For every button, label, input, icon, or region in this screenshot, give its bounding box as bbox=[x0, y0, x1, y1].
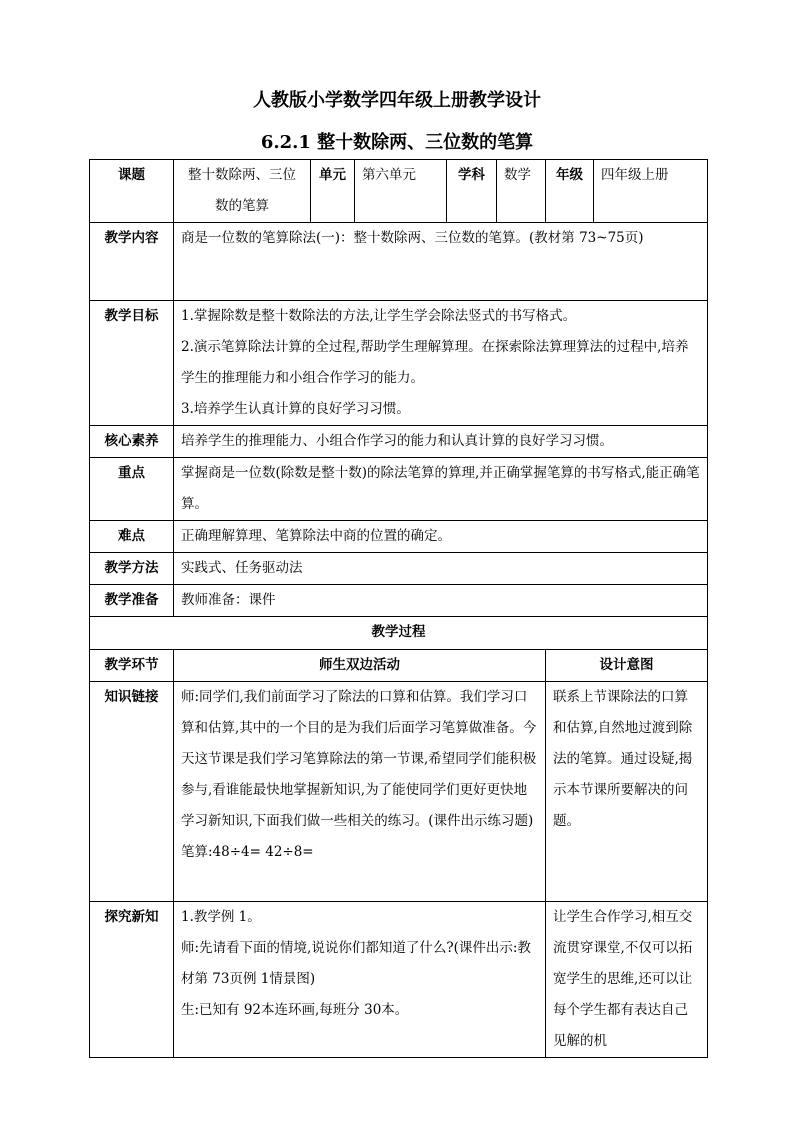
unit-label: 单元 bbox=[311, 160, 355, 223]
prep-text: 教师准备：课件 bbox=[174, 585, 708, 617]
grade-label: 年级 bbox=[546, 160, 594, 223]
goals-text bbox=[174, 301, 708, 426]
activity-column-header: 师生双边活动 bbox=[174, 650, 546, 682]
intent-column-header: 设计意图 bbox=[546, 650, 708, 682]
method-text: 实践式、任务驱动法 bbox=[174, 553, 708, 585]
content-label: 教学内容 bbox=[90, 223, 174, 301]
topic-label: 课题 bbox=[90, 160, 174, 223]
goals-label: 教学目标 bbox=[90, 301, 174, 426]
key-row bbox=[90, 458, 708, 521]
activity-text bbox=[174, 902, 546, 1058]
key-label: 重点 bbox=[90, 458, 174, 521]
activity-paragraph: 生:已知有 92本连环画,每班分 30本。 bbox=[181, 1002, 409, 1018]
difficulty-row bbox=[90, 521, 708, 553]
lesson-title: 6.2.1 整十数除两、三位数的笔算 bbox=[260, 132, 534, 153]
activity-paragraph: 1.教学例 1。 bbox=[181, 909, 261, 925]
method-label: 教学方法 bbox=[90, 553, 174, 585]
subject-value: 数学 bbox=[497, 160, 546, 223]
process-heading-row bbox=[90, 617, 708, 650]
activity-paragraph: 笔算:48÷4= 42÷8= bbox=[181, 844, 314, 860]
literacy-text: 培养学生的推理能力、小组合作学习的能力和认真计算的良好学习习惯。 bbox=[174, 426, 708, 458]
prep-label: 教学准备 bbox=[90, 585, 174, 617]
intent-text: 联系上节课除法的口算和估算,自然地过渡到除法的笔算。通过设疑,揭示本节课所要解决的问题。 bbox=[546, 682, 708, 902]
literacy-row bbox=[90, 426, 708, 458]
grade-value: 四年级上册 bbox=[594, 160, 708, 223]
process-heading: 教学过程 bbox=[90, 617, 708, 650]
topic-line-1: 整十数除两、三位 bbox=[188, 167, 296, 183]
intent-text: 让学生合作学习,相互交流贯穿课堂,不仅可以拓宽学生的思维,还可以让每个学生都有表达自己见解的机 bbox=[546, 902, 708, 1058]
goal-item: 2.演示笔算除法计算的全过程,帮助学生理解算理。在探索除法算理算法的过程中,培养学生的推理能力和小组合作学习的能力。 bbox=[181, 339, 689, 386]
process-section-row bbox=[90, 682, 708, 902]
goals-row bbox=[90, 301, 708, 426]
topic-value bbox=[174, 160, 311, 223]
goal-item: 3.培养学生认真计算的良好学习习惯。 bbox=[181, 401, 410, 417]
document-title: 人教版小学数学四年级上册教学设计 bbox=[253, 90, 541, 111]
process-columns-row bbox=[90, 650, 708, 682]
topic-line-2: 数的笔算 bbox=[215, 198, 269, 214]
activity-text bbox=[174, 682, 546, 902]
literacy-label: 核心素养 bbox=[90, 426, 174, 458]
stage-label: 探究新知 bbox=[90, 902, 174, 1058]
activity-paragraph: 师:同学们,我们前面学习了除法的口算和估算。我们学习口算和估算,其中的一个目的是为我们后面学习笔算做准备。今天这节课是我们学习笔算除法的第一节课,希望同学们能积极参与,看谁能最快地掌握新知识,为了能使同学们更好更快地学习新知识,下面我们做一些相关的练习。(课件出示练习题) bbox=[181, 689, 537, 829]
activity-paragraph: 师:先请看下面的情境,说说你们都知道了什么?(课件出示:教材第 73页例 1情景图) bbox=[181, 940, 531, 987]
stage-column-header: 教学环节 bbox=[90, 650, 174, 682]
unit-value: 第六单元 bbox=[355, 160, 447, 223]
subject-label: 学科 bbox=[447, 160, 497, 223]
content-text: 商是一位数的笔算除法(一)：整十数除两、三位数的笔算。(教材第 73~75页) bbox=[174, 223, 708, 301]
stage-label: 知识链接 bbox=[90, 682, 174, 902]
difficulty-text: 正确理解算理、笔算除法中商的位置的确定。 bbox=[174, 521, 708, 553]
key-text: 掌握商是一位数(除数是整十数)的除法笔算的算理,并正确掌握笔算的书写格式,能正确笔算。 bbox=[174, 458, 708, 521]
lesson-plan-table bbox=[89, 159, 708, 1058]
content-row bbox=[90, 223, 708, 301]
difficulty-label: 难点 bbox=[90, 521, 174, 553]
goal-item: 1.掌握除数是整十数除法的方法,让学生学会除法竖式的书写格式。 bbox=[181, 308, 577, 324]
process-section-row bbox=[90, 902, 708, 1058]
header-row bbox=[90, 160, 708, 223]
prep-row bbox=[90, 585, 708, 617]
method-row bbox=[90, 553, 708, 585]
